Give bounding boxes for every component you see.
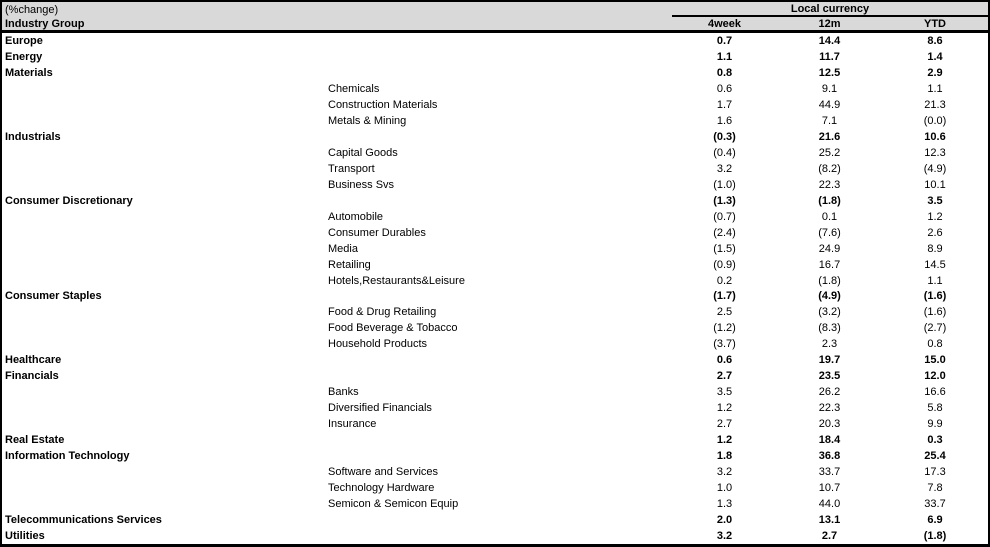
table-row bbox=[2, 289, 988, 305]
table-row bbox=[2, 448, 988, 464]
value-cell-ytd: (2.7) bbox=[923, 322, 947, 335]
sector-label: Telecommunications Services bbox=[5, 514, 162, 527]
value-cell-4week: (0.4) bbox=[713, 146, 736, 159]
column-group-header: Local currency bbox=[672, 2, 988, 17]
value-cell-4week: 1.7 bbox=[716, 98, 733, 111]
value-cell-4week: 0.6 bbox=[716, 354, 733, 367]
value-cell-4week: 0.2 bbox=[716, 274, 733, 287]
table-row bbox=[2, 65, 988, 81]
value-cell-ytd: 7.8 bbox=[927, 482, 943, 495]
table-row bbox=[2, 193, 988, 209]
value-cell-ytd: (1.6) bbox=[923, 306, 947, 319]
table-header bbox=[2, 2, 988, 33]
value-cell-ytd: 25.4 bbox=[924, 450, 946, 463]
value-cell-4week: (0.3) bbox=[713, 130, 736, 143]
value-cell-12m: 23.5 bbox=[818, 370, 841, 383]
table-row bbox=[2, 320, 988, 336]
value-cell-ytd: 5.8 bbox=[927, 402, 943, 415]
table-row bbox=[2, 512, 988, 528]
column-headers-row bbox=[672, 17, 988, 31]
value-cell-ytd: (0.0) bbox=[923, 114, 947, 127]
industry-label: Household Products bbox=[328, 338, 428, 351]
table-row bbox=[2, 241, 988, 257]
value-cell-4week: (2.4) bbox=[713, 226, 736, 239]
value-cell-ytd: 10.6 bbox=[924, 130, 946, 143]
value-cell-ytd: 2.9 bbox=[927, 66, 943, 79]
unit-label: (%change) bbox=[5, 4, 59, 16]
value-cell-ytd: 6.9 bbox=[927, 514, 943, 527]
table-row bbox=[2, 257, 988, 273]
table-row bbox=[2, 352, 988, 368]
value-cell-ytd: 12.3 bbox=[924, 146, 946, 159]
value-cell-12m: 26.2 bbox=[818, 386, 841, 399]
value-cell-12m: 18.4 bbox=[818, 434, 841, 447]
value-cell-ytd: 15.0 bbox=[924, 354, 946, 367]
row-header-label: Industry Group bbox=[5, 18, 85, 30]
value-cell-4week: 2.5 bbox=[716, 306, 733, 319]
column-header-12m: 12m bbox=[818, 18, 841, 30]
value-cell-ytd: (4.9) bbox=[923, 162, 947, 175]
value-cell-ytd: 2.6 bbox=[927, 226, 943, 239]
sector-label: Financials bbox=[5, 370, 59, 383]
value-cell-4week: (1.0) bbox=[713, 178, 736, 191]
industry-label: Automobile bbox=[328, 210, 384, 223]
value-cell-4week: 3.2 bbox=[716, 466, 733, 479]
table-body bbox=[2, 33, 988, 544]
value-cell-4week: (1.3) bbox=[713, 194, 736, 207]
table-row bbox=[2, 97, 988, 113]
industry-label: Consumer Durables bbox=[328, 226, 426, 239]
value-cell-12m: 44.9 bbox=[818, 98, 841, 111]
table-row bbox=[2, 464, 988, 480]
industry-label: Capital Goods bbox=[328, 146, 398, 159]
value-cell-12m: (8.2) bbox=[818, 162, 841, 175]
value-cell-12m: 14.4 bbox=[818, 34, 841, 47]
value-cell-12m: 44.0 bbox=[818, 498, 841, 511]
value-cell-4week: 3.5 bbox=[716, 386, 733, 399]
sector-label: Materials bbox=[5, 66, 53, 79]
table-row bbox=[2, 113, 988, 129]
industry-label: Media bbox=[328, 242, 358, 255]
value-cell-12m: 16.7 bbox=[818, 258, 841, 271]
value-cell-12m: 36.8 bbox=[818, 450, 841, 463]
value-cell-4week: (1.5) bbox=[713, 242, 736, 255]
value-cell-ytd: 17.3 bbox=[924, 466, 946, 479]
value-cell-ytd: 12.0 bbox=[924, 370, 946, 383]
value-cell-12m: 7.1 bbox=[821, 114, 838, 127]
value-cell-4week: 1.1 bbox=[716, 50, 733, 63]
value-cell-12m: 33.7 bbox=[818, 466, 841, 479]
value-cell-4week: 0.8 bbox=[716, 66, 733, 79]
value-cell-4week: (0.7) bbox=[713, 210, 736, 223]
sector-label: Information Technology bbox=[5, 450, 130, 463]
industry-label: Technology Hardware bbox=[328, 482, 435, 495]
table-row bbox=[2, 81, 988, 97]
value-cell-4week: 2.7 bbox=[716, 370, 733, 383]
table-row bbox=[2, 384, 988, 400]
table-row bbox=[2, 209, 988, 225]
value-cell-12m: 19.7 bbox=[818, 354, 841, 367]
value-cell-ytd: 21.3 bbox=[924, 98, 946, 111]
industry-label: Business Svs bbox=[328, 178, 395, 191]
value-cell-12m: 22.3 bbox=[818, 402, 841, 415]
value-cell-ytd: 1.2 bbox=[927, 210, 943, 223]
sector-label: Europe bbox=[5, 34, 43, 47]
table-row bbox=[2, 416, 988, 432]
value-cell-12m: (3.2) bbox=[818, 306, 841, 319]
industry-label: Hotels,Restaurants&Leisure bbox=[328, 274, 465, 287]
value-cell-4week: 3.2 bbox=[716, 162, 733, 175]
value-cell-12m: 25.2 bbox=[818, 146, 841, 159]
table-row bbox=[2, 480, 988, 496]
table-header-left bbox=[2, 2, 672, 30]
industry-label: Food Beverage & Tobacco bbox=[328, 322, 458, 335]
table-row bbox=[2, 400, 988, 416]
column-header-4week: 4week bbox=[707, 18, 742, 30]
value-cell-ytd: 0.3 bbox=[927, 434, 943, 447]
table-header-right bbox=[672, 2, 988, 30]
value-cell-ytd: 33.7 bbox=[924, 498, 946, 511]
table-row bbox=[2, 273, 988, 289]
industry-label: Banks bbox=[328, 386, 359, 399]
value-cell-12m: 13.1 bbox=[818, 514, 841, 527]
value-cell-4week: 1.6 bbox=[716, 114, 733, 127]
value-cell-ytd: 1.1 bbox=[927, 82, 943, 95]
industry-label: Insurance bbox=[328, 418, 377, 431]
value-cell-12m: 21.6 bbox=[818, 130, 841, 143]
value-cell-12m: (7.6) bbox=[818, 226, 841, 239]
value-cell-12m: (1.8) bbox=[818, 274, 841, 287]
table-row bbox=[2, 368, 988, 384]
industry-label: Metals & Mining bbox=[328, 114, 407, 127]
table-row bbox=[2, 33, 988, 49]
value-cell-ytd: 1.4 bbox=[927, 50, 943, 63]
value-cell-12m: (4.9) bbox=[818, 290, 841, 303]
industry-label: Construction Materials bbox=[328, 98, 438, 111]
value-cell-ytd: 10.1 bbox=[924, 178, 946, 191]
table-row bbox=[2, 145, 988, 161]
sector-label: Consumer Discretionary bbox=[5, 194, 133, 207]
industry-label: Chemicals bbox=[328, 82, 380, 95]
value-cell-4week: 0.6 bbox=[716, 82, 733, 95]
table-row bbox=[2, 528, 988, 544]
value-cell-4week: 2.0 bbox=[716, 514, 733, 527]
value-cell-4week: 2.7 bbox=[716, 418, 733, 431]
value-cell-4week: 1.2 bbox=[716, 434, 733, 447]
value-cell-12m: 9.1 bbox=[821, 82, 838, 95]
value-cell-12m: 2.7 bbox=[821, 530, 838, 543]
value-cell-12m: (1.8) bbox=[818, 194, 841, 207]
value-cell-12m: (8.3) bbox=[818, 322, 841, 335]
table-row bbox=[2, 177, 988, 193]
value-cell-ytd: 8.9 bbox=[927, 242, 943, 255]
value-cell-ytd: 9.9 bbox=[927, 418, 943, 431]
value-cell-4week: (1.7) bbox=[713, 290, 736, 303]
value-cell-4week: (3.7) bbox=[713, 338, 736, 351]
value-cell-12m: 12.5 bbox=[818, 66, 841, 79]
value-cell-12m: 20.3 bbox=[818, 418, 841, 431]
industry-label: Semicon & Semicon Equip bbox=[328, 498, 459, 511]
value-cell-ytd: 0.8 bbox=[927, 338, 943, 351]
value-cell-ytd: 8.6 bbox=[927, 34, 943, 47]
value-cell-ytd: (1.8) bbox=[923, 530, 947, 543]
value-cell-4week: 3.2 bbox=[716, 530, 733, 543]
table-row bbox=[2, 49, 988, 65]
value-cell-4week: 1.2 bbox=[716, 402, 733, 415]
value-cell-ytd: 3.5 bbox=[927, 194, 943, 207]
industry-label: Food & Drug Retailing bbox=[328, 306, 437, 319]
table-row bbox=[2, 496, 988, 512]
table-row bbox=[2, 304, 988, 320]
sector-label: Healthcare bbox=[5, 354, 62, 367]
value-cell-4week: (0.9) bbox=[713, 258, 736, 271]
value-cell-ytd: 14.5 bbox=[924, 258, 946, 271]
value-cell-12m: 24.9 bbox=[818, 242, 841, 255]
value-cell-4week: (1.2) bbox=[713, 322, 736, 335]
value-cell-12m: 10.7 bbox=[818, 482, 841, 495]
sector-label: Real Estate bbox=[5, 434, 65, 447]
value-cell-ytd: (1.6) bbox=[923, 290, 947, 303]
sector-label: Consumer Staples bbox=[5, 290, 102, 303]
column-header-ytd: YTD bbox=[924, 18, 946, 30]
table-row bbox=[2, 432, 988, 448]
sector-label: Industrials bbox=[5, 130, 61, 143]
table-row bbox=[2, 161, 988, 177]
value-cell-4week: 1.3 bbox=[716, 498, 733, 511]
industry-label: Retailing bbox=[328, 258, 371, 271]
industry-label: Diversified Financials bbox=[328, 402, 432, 415]
value-cell-12m: 2.3 bbox=[821, 338, 838, 351]
value-cell-4week: 1.8 bbox=[716, 450, 733, 463]
table-row bbox=[2, 225, 988, 241]
value-cell-12m: 0.1 bbox=[821, 210, 838, 223]
value-cell-ytd: 16.6 bbox=[924, 386, 946, 399]
value-cell-12m: 22.3 bbox=[818, 178, 841, 191]
value-cell-12m: 11.7 bbox=[819, 50, 840, 63]
value-cell-4week: 0.7 bbox=[716, 34, 733, 47]
sector-label: Utilities bbox=[5, 530, 45, 543]
value-cell-4week: 1.0 bbox=[716, 482, 733, 495]
value-cell-ytd: 1.1 bbox=[927, 274, 943, 287]
industry-label: Software and Services bbox=[328, 466, 439, 479]
table-row bbox=[2, 336, 988, 352]
table-row bbox=[2, 129, 988, 145]
sector-label: Energy bbox=[5, 50, 43, 63]
industry-label: Transport bbox=[328, 162, 375, 175]
